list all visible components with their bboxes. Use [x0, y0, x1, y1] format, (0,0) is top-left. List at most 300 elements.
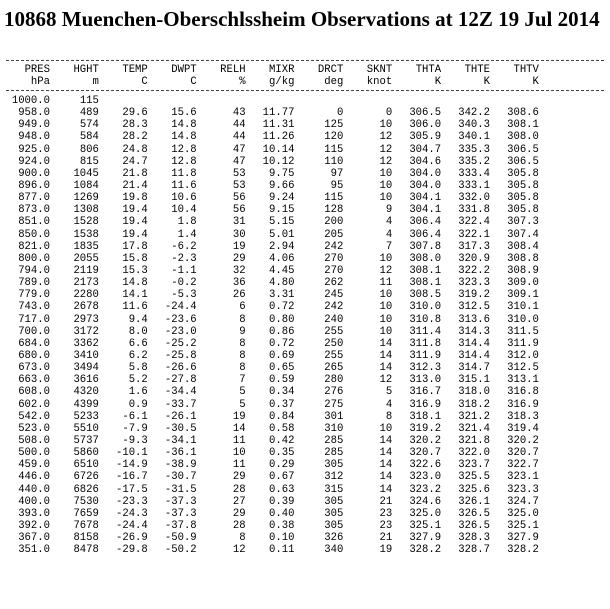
- table-cell: 304.1: [409, 204, 442, 217]
- table-cell: 14: [379, 471, 393, 484]
- table-cell: 110: [324, 155, 344, 168]
- table-cell: 318.3: [507, 410, 539, 423]
- column-header-5: MIXR: [269, 64, 295, 76]
- column-header-9: THTE: [464, 64, 491, 76]
- column-header-3: DWPT: [171, 64, 197, 76]
- table-cell: 10: [232, 447, 246, 460]
- table-cell: 0.63: [269, 483, 295, 496]
- table-cell: 523.0: [18, 422, 50, 435]
- table-row: [0, 314, 610, 326]
- table-cell: 318.0: [458, 386, 491, 399]
- table-cell: 0.37: [269, 398, 295, 411]
- table-cell: 319.2: [409, 422, 442, 435]
- table-cell: 308.1: [507, 119, 539, 132]
- table-cell: 608.0: [18, 386, 50, 399]
- table-row: [0, 362, 610, 374]
- table-cell: 8: [239, 532, 246, 545]
- table-cell: 311.9: [409, 349, 442, 362]
- table-cell: 19.4: [122, 216, 148, 229]
- table-cell: 28.3: [122, 119, 148, 132]
- table-cell: -26.1: [164, 410, 197, 423]
- table-cell: [148, 95, 197, 107]
- table-cell: -29.8: [115, 544, 148, 557]
- table-cell: 328.2: [507, 544, 539, 557]
- table-cell: 308.1: [409, 264, 442, 277]
- table-row: [0, 326, 610, 338]
- table-cell: 308.0: [409, 252, 442, 265]
- table-cell: 47: [232, 155, 246, 168]
- table-cell: 340.1: [458, 131, 491, 144]
- table-cell: 326.5: [458, 519, 491, 532]
- table-cell: 1538: [73, 228, 99, 241]
- table-cell: 47: [232, 143, 246, 156]
- table-cell: 663.0: [18, 374, 50, 387]
- table-cell: [197, 95, 246, 107]
- table-row: [0, 229, 610, 241]
- table-cell: 2973: [73, 313, 99, 326]
- table-cell: 307.3: [507, 216, 539, 229]
- table-cell: 10.6: [171, 192, 197, 205]
- table-cell: 3410: [73, 349, 99, 362]
- table-cell: 308.8: [507, 252, 539, 265]
- table-cell: 2280: [73, 289, 99, 302]
- table-cell: 3172: [73, 325, 99, 338]
- column-header-10: THTV: [513, 64, 539, 76]
- table-body: [0, 95, 610, 556]
- table-cell: 392.0: [18, 519, 50, 532]
- table-cell: 306.0: [409, 119, 442, 132]
- table-cell: 333.1: [458, 179, 491, 192]
- table-cell: 325.0: [409, 507, 442, 520]
- table-cell: 115: [79, 95, 99, 107]
- table-cell: 924.0: [18, 155, 50, 168]
- table-cell: 1.6: [128, 386, 148, 399]
- table-cell: -17.5: [115, 483, 148, 496]
- table-cell: 10.4: [171, 204, 197, 217]
- table-cell: 21: [379, 495, 393, 508]
- table-row: [0, 411, 610, 423]
- table-cell: -37.8: [164, 519, 197, 532]
- table-cell: 306.4: [409, 216, 442, 229]
- table-row: [0, 301, 610, 313]
- table-cell: 351.0: [18, 544, 50, 557]
- table-cell: 684.0: [18, 337, 50, 350]
- table-cell: 680.0: [18, 349, 50, 362]
- table-cell: 262: [324, 277, 344, 290]
- table-cell: -6.2: [171, 240, 197, 253]
- table-cell: 1.8: [177, 216, 197, 229]
- table-cell: 0.29: [269, 459, 295, 472]
- table-cell: 19: [232, 240, 246, 253]
- table-cell: 309.1: [507, 289, 539, 302]
- table-cell: 400.0: [18, 495, 50, 508]
- table-cell: -25.8: [164, 349, 197, 362]
- table-cell: 326.5: [458, 507, 491, 520]
- table-cell: 314.7: [458, 362, 491, 375]
- table-cell: 0.39: [269, 495, 295, 508]
- table-cell: 327.9: [507, 532, 539, 545]
- table-cell: 15.6: [171, 107, 197, 120]
- table-cell: 318.1: [409, 410, 442, 423]
- table-row: [0, 265, 610, 277]
- table-cell: 322.4: [458, 216, 491, 229]
- table-cell: -34.4: [164, 386, 197, 399]
- table-cell: 245: [324, 289, 344, 302]
- table-cell: 310.8: [409, 313, 442, 326]
- table-cell: 1269: [73, 192, 99, 205]
- table-cell: 29: [232, 507, 246, 520]
- table-cell: 23: [379, 519, 393, 532]
- table-cell: 306.5: [409, 107, 442, 120]
- table-cell: 316.9: [409, 398, 442, 411]
- table-cell: 323.2: [409, 483, 442, 496]
- table-cell: 789.0: [18, 277, 50, 290]
- table-cell: 11: [232, 434, 246, 447]
- table-cell: 310.1: [507, 301, 539, 314]
- table-cell: 31: [232, 216, 246, 229]
- table-cell: 311.9: [507, 337, 539, 350]
- table-row: [0, 144, 610, 156]
- table-cell: -27.8: [164, 374, 197, 387]
- table-cell: 200: [324, 216, 344, 229]
- table-cell: 305: [324, 519, 344, 532]
- table-cell: 4.45: [269, 264, 295, 277]
- table-cell: 2.94: [269, 240, 295, 253]
- table-cell: 948.0: [18, 131, 50, 144]
- table-cell: [294, 95, 343, 107]
- table-cell: 5.01: [269, 228, 295, 241]
- table-row: [0, 544, 610, 556]
- column-unit-3: C: [190, 76, 197, 88]
- dashed-divider: [6, 60, 604, 61]
- table-cell: 1084: [73, 179, 99, 192]
- table-cell: 311.5: [507, 325, 539, 338]
- table-cell: 5233: [73, 410, 99, 423]
- table-cell: 305.8: [507, 204, 539, 217]
- table-cell: 17.8: [122, 240, 148, 253]
- table-cell: 5860: [73, 447, 99, 460]
- table-cell: -7.9: [122, 422, 148, 435]
- table-cell: 270: [324, 252, 344, 265]
- table-cell: 11: [379, 277, 393, 290]
- table-cell: 323.7: [458, 459, 491, 472]
- table-cell: [246, 95, 295, 107]
- column-unit-2: C: [141, 76, 148, 88]
- table-cell: 0.38: [269, 519, 295, 532]
- table-cell: -2.3: [171, 252, 197, 265]
- table-cell: 250: [324, 337, 344, 350]
- table-cell: 305: [324, 495, 344, 508]
- table-cell: 313.1: [507, 374, 539, 387]
- table-cell: -6.1: [122, 410, 148, 423]
- table-cell: 312.5: [458, 301, 491, 314]
- table-row: [0, 386, 610, 398]
- table-cell: 8: [239, 362, 246, 375]
- table-cell: 315.1: [458, 374, 491, 387]
- table-cell: 265: [324, 362, 344, 375]
- table-row: [0, 374, 610, 386]
- table-cell: 310.0: [409, 301, 442, 314]
- table-cell: 304.1: [409, 192, 442, 205]
- table-cell: 326.1: [458, 495, 491, 508]
- column-units-row: [0, 76, 610, 88]
- table-cell: 320.2: [507, 434, 539, 447]
- table-cell: 815: [79, 155, 99, 168]
- table-cell: 340.3: [458, 119, 491, 132]
- table-cell: 800.0: [18, 252, 50, 265]
- table-cell: [441, 95, 490, 107]
- table-cell: -16.7: [115, 471, 148, 484]
- table-row: [0, 180, 610, 192]
- table-cell: 7659: [73, 507, 99, 520]
- table-cell: 323.1: [507, 471, 539, 484]
- table-cell: 10: [379, 119, 393, 132]
- table-cell: 240: [324, 313, 344, 326]
- table-cell: 12.8: [171, 143, 197, 156]
- table-row: [0, 204, 610, 216]
- table-cell: 8158: [73, 532, 99, 545]
- table-cell: -5.3: [171, 289, 197, 302]
- table-cell: 322.1: [458, 228, 491, 241]
- column-unit-0: hPa: [30, 76, 50, 88]
- table-cell: 328.7: [458, 544, 491, 557]
- table-cell: 14.8: [171, 131, 197, 144]
- table-cell: 315: [324, 483, 344, 496]
- table-cell: 542.0: [18, 410, 50, 423]
- table-cell: 44: [232, 131, 246, 144]
- table-cell: 958.0: [18, 107, 50, 120]
- table-row: [0, 289, 610, 301]
- table-cell: 700.0: [18, 325, 50, 338]
- table-cell: 4399: [73, 398, 99, 411]
- table-cell: 21.8: [122, 167, 148, 180]
- table-cell: 12: [379, 131, 393, 144]
- table-cell: 0.86: [269, 325, 295, 338]
- table-cell: -30.7: [164, 471, 197, 484]
- table-cell: 3.31: [269, 289, 295, 302]
- table-cell: 0.59: [269, 374, 295, 387]
- column-unit-8: K: [434, 76, 442, 88]
- table-cell: 308.5: [409, 289, 442, 302]
- table-cell: 1045: [73, 167, 99, 180]
- table-cell: 28: [232, 483, 246, 496]
- table-cell: 320.2: [409, 434, 442, 447]
- table-cell: 306.5: [507, 155, 539, 168]
- column-unit-7: knot: [366, 76, 393, 88]
- table-cell: 11.31: [262, 119, 295, 132]
- table-cell: 779.0: [18, 289, 50, 302]
- table-cell: -14.9: [115, 459, 148, 472]
- table-cell: 115: [324, 192, 344, 205]
- table-cell: 2055: [73, 252, 99, 265]
- table-cell: 304.6: [409, 155, 442, 168]
- table-cell: 12: [379, 155, 393, 168]
- table-cell: 10: [379, 167, 393, 180]
- table-cell: 242: [324, 301, 344, 314]
- table-cell: 10: [379, 325, 393, 338]
- table-row: [0, 277, 610, 289]
- table-cell: 2173: [73, 277, 99, 290]
- table-cell: 311.4: [409, 325, 442, 338]
- table-cell: 316.8: [507, 386, 539, 399]
- table-cell: 1.4: [177, 228, 197, 241]
- table-cell: -0.2: [171, 277, 197, 290]
- page-title: 10868 Muenchen-Oberschlssheim Observations at 12Z 19 Jul 2014: [4, 7, 600, 31]
- table-cell: 14.8: [122, 277, 148, 290]
- table-cell: 11.77: [262, 107, 295, 120]
- table-cell: 11.6: [122, 301, 148, 314]
- table-cell: -23.0: [164, 325, 197, 338]
- table-cell: 7: [239, 374, 246, 387]
- table-cell: 320.9: [458, 252, 491, 265]
- table-cell: -50.2: [164, 544, 197, 557]
- table-cell: 949.0: [18, 119, 50, 132]
- table-cell: 321.4: [458, 422, 491, 435]
- table-cell: 717.0: [18, 313, 50, 326]
- table-cell: 6826: [73, 483, 99, 496]
- table-row: [0, 253, 610, 265]
- table-cell: 0.9: [128, 398, 148, 411]
- table-cell: 335.2: [458, 155, 491, 168]
- table-cell: 56: [232, 204, 246, 217]
- table-cell: 311.8: [409, 337, 442, 350]
- table-cell: 6726: [73, 471, 99, 484]
- table-cell: [99, 95, 148, 107]
- table-cell: 806: [79, 143, 99, 156]
- table-cell: 24.8: [122, 143, 148, 156]
- table-cell: 310: [324, 422, 344, 435]
- table-cell: 325.1: [507, 519, 539, 532]
- column-unit-9: K: [483, 76, 491, 88]
- table-cell: 0.11: [269, 544, 295, 557]
- table-cell: 9.15: [269, 204, 295, 217]
- table-cell: 332.0: [458, 192, 491, 205]
- table-cell: 7530: [73, 495, 99, 508]
- table-cell: -36.1: [164, 447, 197, 460]
- table-cell: 120: [324, 131, 344, 144]
- table-cell: 342.2: [458, 107, 491, 120]
- table-cell: 1308: [73, 204, 99, 217]
- table-cell: 308.0: [507, 131, 539, 144]
- table-cell: 323.3: [507, 483, 539, 496]
- table-row: [0, 119, 610, 131]
- table-cell: 312.5: [507, 362, 539, 375]
- table-cell: 5: [239, 398, 246, 411]
- table-cell: 5.15: [269, 216, 295, 229]
- table-cell: 310.0: [507, 313, 539, 326]
- table-cell: 9: [385, 204, 393, 217]
- table-cell: 21: [379, 532, 393, 545]
- table-row: [0, 459, 610, 471]
- table-cell: 4.80: [269, 277, 295, 290]
- table-cell: 0.69: [269, 349, 295, 362]
- table-cell: -50.9: [164, 532, 197, 545]
- table-cell: 340: [324, 544, 344, 557]
- table-row: [0, 484, 610, 496]
- table-cell: 305: [324, 459, 344, 472]
- table-cell: 11: [232, 459, 246, 472]
- table-cell: 0.72: [269, 301, 295, 314]
- table-cell: 306.4: [409, 228, 442, 241]
- table-cell: 314.3: [458, 325, 491, 338]
- table-cell: 30: [232, 228, 246, 241]
- table-row: [0, 423, 610, 435]
- table-cell: 0: [385, 107, 393, 120]
- table-cell: [490, 95, 539, 107]
- column-unit-6: deg: [324, 76, 344, 88]
- table-cell: 53: [232, 167, 246, 180]
- table-cell: 308.4: [507, 240, 539, 253]
- table-cell: 95: [330, 179, 344, 192]
- table-cell: 0.80: [269, 313, 295, 326]
- table-row: [0, 156, 610, 168]
- table-cell: 743.0: [18, 301, 50, 314]
- table-row: [0, 168, 610, 180]
- table-cell: 19.8: [122, 192, 148, 205]
- table-cell: 12: [379, 143, 393, 156]
- table-cell: 6.2: [128, 349, 148, 362]
- table-cell: -34.1: [164, 434, 197, 447]
- table-cell: 285: [324, 447, 344, 460]
- table-cell: 4320: [73, 386, 99, 399]
- table-cell: 319.4: [507, 422, 539, 435]
- table-cell: 8: [385, 410, 393, 423]
- table-cell: 322.7: [507, 459, 539, 472]
- table-cell: 14: [379, 349, 393, 362]
- table-cell: 312: [324, 471, 344, 484]
- table-cell: 508.0: [18, 434, 50, 447]
- table-cell: 3362: [73, 337, 99, 350]
- table-cell: 331.8: [458, 204, 491, 217]
- table-cell: 14: [379, 459, 393, 472]
- table-cell: 324.7: [507, 495, 539, 508]
- table-cell: 308.1: [409, 277, 442, 290]
- table-cell: 9.24: [269, 192, 295, 205]
- table-cell: 8: [239, 313, 246, 326]
- table-cell: [392, 95, 441, 107]
- table-cell: 489: [79, 107, 99, 120]
- table-cell: 32: [232, 264, 246, 277]
- dashed-divider: [6, 90, 604, 91]
- table-cell: 3616: [73, 374, 99, 387]
- table-row: [0, 496, 610, 508]
- table-cell: 2678: [73, 301, 99, 314]
- table-cell: 313.0: [409, 374, 442, 387]
- table-cell: 335.3: [458, 143, 491, 156]
- table-cell: 14: [379, 337, 393, 350]
- column-header-row: [0, 64, 610, 76]
- table-cell: 320.7: [409, 447, 442, 460]
- table-cell: 14.8: [171, 119, 197, 132]
- table-cell: 322.6: [409, 459, 442, 472]
- table-row: [0, 338, 610, 350]
- table-cell: 307.8: [409, 240, 442, 253]
- table-cell: 0: [336, 107, 344, 120]
- table-cell: 0.40: [269, 507, 295, 520]
- table-cell: 0.65: [269, 362, 295, 375]
- table-cell: 322.2: [458, 264, 491, 277]
- table-cell: 275: [324, 398, 344, 411]
- table-cell: 1528: [73, 216, 99, 229]
- table-cell: 11.6: [171, 179, 197, 192]
- table-cell: 0.67: [269, 471, 295, 484]
- table-cell: 873.0: [18, 204, 50, 217]
- table-cell: -26.9: [115, 532, 148, 545]
- table-cell: 304.0: [409, 167, 442, 180]
- table-cell: 896.0: [18, 179, 50, 192]
- table-cell: 0.42: [269, 434, 295, 447]
- table-cell: 313.6: [458, 313, 491, 326]
